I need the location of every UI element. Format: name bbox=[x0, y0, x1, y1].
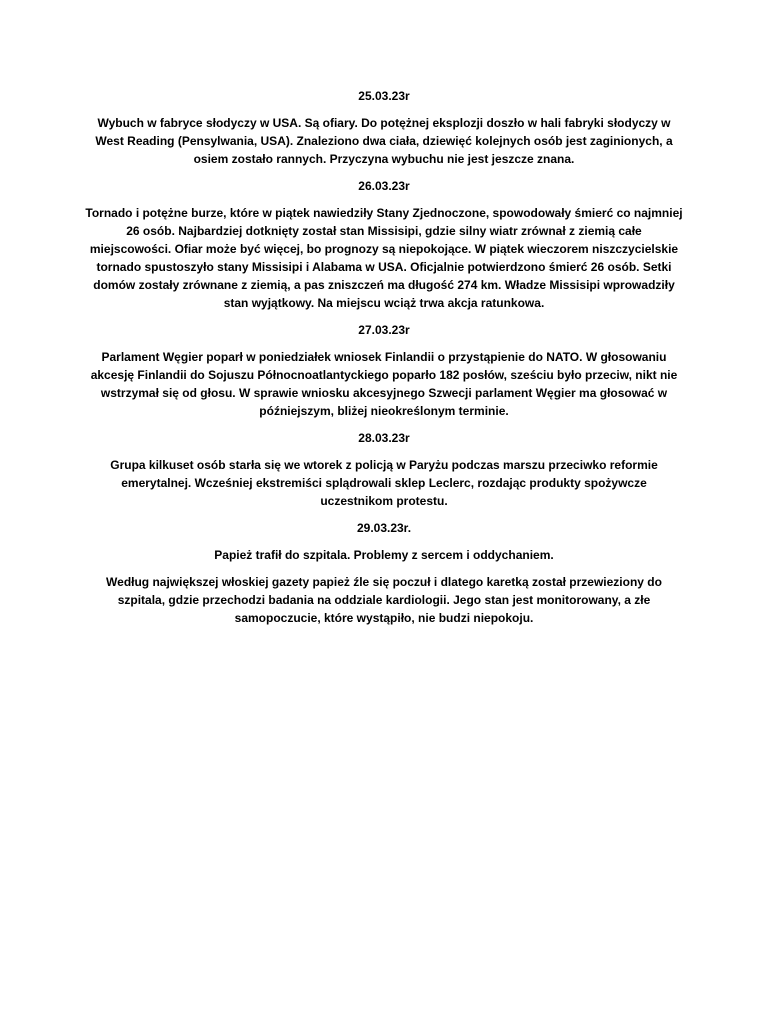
entry-date: 27.03.23r bbox=[358, 323, 410, 337]
entry-date: 29.03.23r. bbox=[356, 521, 412, 535]
entry-paragraph: Parlament Węgier poparł w poniedziałek wniosek Finlandii o przystąpienie do NATO. W głosowaniu akcesję Finlandii do Sojuszu Północnoatlantyckiego poparło 182 posłów, sześciu było przeciw, nikt nie wstrzymał się od głosu. W sprawie wniosku akcesyjnego Szwecji parlament Węgier ma głosować w późniejszym, bliżej nieokreślonym terminie. bbox=[90, 350, 678, 418]
entry-date: 26.03.23r bbox=[358, 179, 410, 193]
entry-paragraph: Tornado i potężne burze, które w piątek nawiedziły Stany Zjednoczone, spowodowały śmierć co najmniej 26 osób. Najbardziej dotknięty został stan Missisipi, gdzie silny wiatr zrównał z ziemią całe miejscowości. Ofiar może być więcej, bo prognozy są niepokojące. W piątek wieczorem niszczycielskie tornado spustoszyło stany Missisipi i Alabama w USA. Oficjalnie potwierdzono śmierć 26 osób. Setki domów zostały zrównane z ziemią, a pas zniszczeń ma długość 274 km. Władze Missisipi wprowadziły stan wyjątkowy. Na miejscu wciąż trwa akcja ratunkowa. bbox=[85, 206, 683, 310]
entry-paragraph: Grupa kilkuset osób starła się we wtorek z policją w Paryżu podczas marszu przeciwko reformie emerytalnej. Wcześniej ekstremiści splądrowali sklep Leclerc, rozdając produkty spożywcze uczestnikom protestu. bbox=[110, 458, 658, 508]
entry-4 bbox=[0, 429, 768, 510]
entry-paragraph: Według największej włoskiej gazety papież źle się poczuł i dlatego karetką został przewieziony do szpitala, gdzie przechodzi badania na oddziale kardiologii. Jego stan jest monitorowany, a złe samopoczucie, które wystąpiło, nie budzi niepokoju. bbox=[106, 575, 662, 625]
entry-1 bbox=[0, 87, 768, 168]
entry-5 bbox=[0, 519, 768, 627]
entry-3 bbox=[0, 321, 768, 420]
entry-date: 25.03.23r bbox=[358, 89, 410, 103]
entry-2 bbox=[0, 177, 768, 312]
entry-headline: Papież trafił do szpitala. Problemy z sercem i oddychaniem. bbox=[214, 548, 554, 562]
entry-date: 28.03.23r bbox=[358, 431, 410, 445]
entry-paragraph: Wybuch w fabryce słodyczy w USA. Są ofiary. Do potężnej eksplozji doszło w hali fabryki słodyczy w West Reading (Pensylwania, USA). Znaleziono dwa ciała, dziewięć kolejnych osób jest zaginionych, a osiem zostało rannych. Przyczyna wybuchu nie jest jeszcze znana. bbox=[95, 116, 673, 166]
